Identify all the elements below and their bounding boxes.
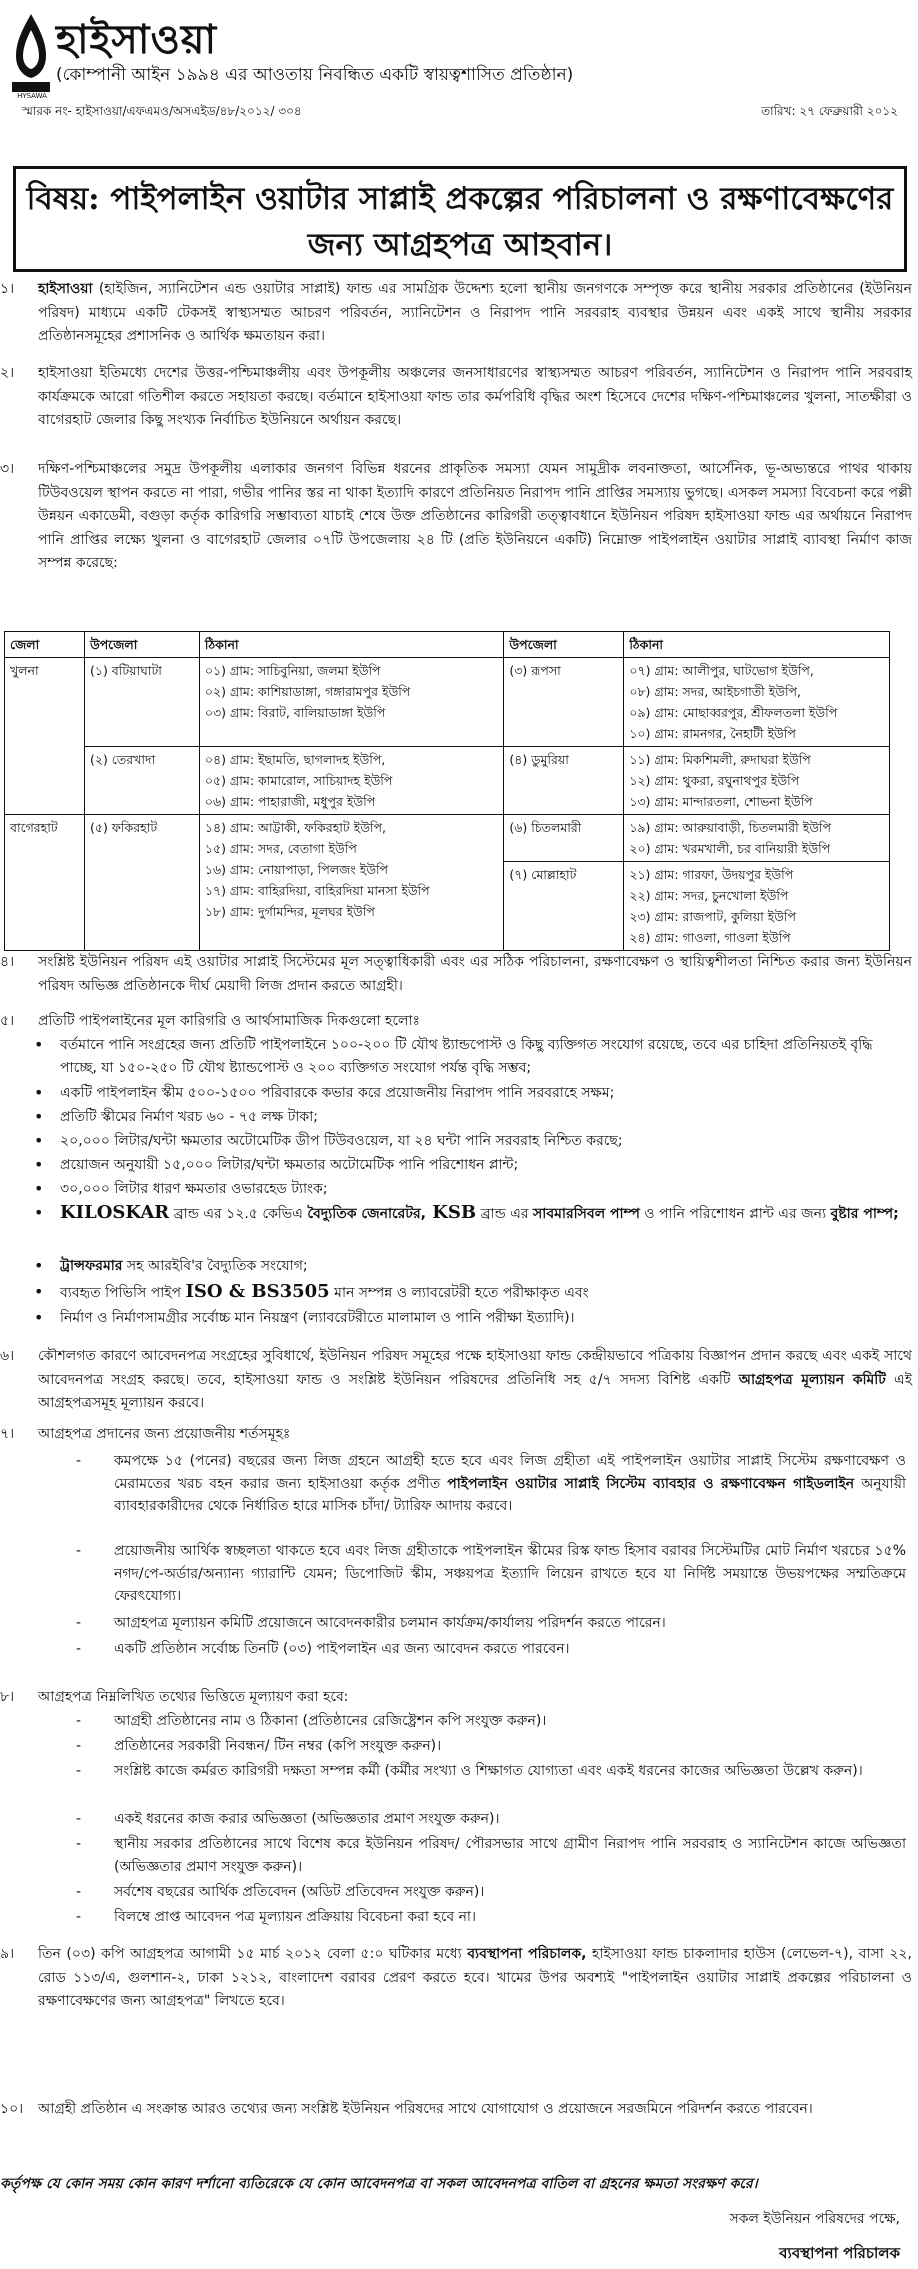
upazila-cell: (৫) ফকিরহাট [84, 815, 199, 951]
condition-item: - আগ্রহপত্র মূল্যায়ন কমিটি প্রয়োজনে আবেদনকারীর চলমান কার্যক্রম/কার্যালয় পরিদর্শন করতে পারেন। [76, 1615, 666, 1631]
paragraph-number: ২। [0, 365, 15, 381]
paragraph-9: ৯। তিন (০৩) কপি আগ্রহপত্র আগামী ১৫ মার্চ ২০১২ বেলা ৫:০ ঘটিকার মধ্যে ব্যবস্থাপনা পরিচালক, হাইসাওয়া ফান্ড চাকলাদার হাউস (লেভেল-৭), বাসা ২২, রোড ১১৩/এ, গুলশান-২, ঢাকা ১২১২, বাংলাদেশ বরাবর প্রেরণ করতে হবে। খামের উপর অবশ্যই "পাইপলাইন ওয়াটার সাপ্লাই প্রকল্পের পরিচালনা ও রক্ষণাবেক্ষণের জন্য আগ্রহপত্র" লিখতে হবে। [0, 1943, 912, 2014]
authority-notice: কর্তৃপক্ষ যে কোন সময় কোন কারণ দর্শানো ব্যতিরেকে যে কোন আবেদনপত্র বা সকল আবেদনপত্র বাতিল বা গ্রহনের ক্ষমতা সংরক্ষণ করে। [0, 2176, 758, 2192]
bullet-item: • ২০,০০০ লিটার/ঘন্টা ক্ষমতার অটোমেটিক ডীপ টিউবওয়েল, যা ২৪ ঘন্টা পানি সরবরাহ নিশ্চিত করছে; [34, 1131, 623, 1150]
header [6, 6, 912, 126]
table-row [5, 658, 890, 747]
district-khulna: খুলনা [5, 658, 85, 815]
signature-on-behalf: সকল ইউনিয়ন পরিষদের পক্ষে, [729, 2211, 900, 2227]
paragraph-text: দক্ষিণ-পশ্চিমাঞ্চলের সমুদ্র উপকূলীয় এলাকার জনগণ বিভিন্ন ধরনের প্রাকৃতিক সমস্যা যেমন সামুদ্রীক লবনাক্ততা, আর্সেনিক, ভূ-অভ্যন্তরে পাথর থাকায় টিউবওয়েল স্থাপন করতে না পারা, গভীর পানির স্তর না থাকা ইত্যাদি কারণে প্রতিনিয়ত নিরাপদ পানি প্রাপ্তির সমস্যায় ভুগছে। এসকল সমস্যা বিবেচনা করে পল্লী উন্নয়ন একাডেমী, বগুড়া কর্তৃক কারিগরি সম্ভাব্যতা যাচাই শেষে উক্ত প্রতিষ্ঠানের কারিগরী তত্ত্বাবধানে ইউনিয়ন পরিষদ হাইসাওয়া ফান্ড এর অর্থায়নে নিরাপদ পানি প্রাপ্তির লক্ষ্যে খুলনা ও বাগেরহাট জেলার ০৭টি উপজেলায় ২৪ টি (প্রতি ইউনিয়নে একটি) নিম্নোক্ত পাইপলাইন ওয়াটার সাপ্লাই ব্যাবস্থা নির্মাণ কাজ সম্পন্ন করেছে: [38, 461, 912, 571]
address-cell: ০১) গ্রাম: সাচিবুনিয়া, জলমা ইউপি ০২) গ্রাম: কাশিয়াডাঙ্গা, গঙ্গারামপুর ইউপি ০৩) গ্রাম: বিরাট, বালিয়াডাঙ্গা ইউপি [199, 658, 504, 747]
paragraph-1 [0, 278, 912, 349]
bullet-item: • একটি পাইপলাইন স্কীম ৫০০-১৫০০ পরিবারকে কভার করে প্রয়োজনীয় নিরাপদ পানি সরবরাহে সক্ষম; [34, 1083, 615, 1102]
paragraph-4 [0, 951, 912, 998]
paragraph-number: ৪। [0, 954, 15, 970]
district-bagerhat: বাগেরহাট [5, 815, 85, 951]
paragraph-number: ৫। [0, 1013, 15, 1029]
address-cell: ০৪) গ্রাম: ইছামতি, ছাগলাদহ ইউপি, ০৫) গ্রাম: কামারোল, সাচিয়াদহ ইউপি ০৬) গ্রাম: পাহারাজী, মধুপুর ইউপি [199, 747, 504, 815]
paragraph-6: ৬। কৌশলগত কারণে আবেদনপত্র সংগ্রহের সুবিধার্থে, ইউনিয়ন পরিষদ সমূহের পক্ষে হাইসাওয়া ফান্ড কেন্দ্রীয়ভাবে পত্রিকায় বিজ্ঞাপন প্রদান করছে এবং একই সাথে আবেদনপত্র সংগ্রহ করছে। তবে, হাইসাওয়া ফান্ড ও সংশ্লিষ্ট ইউনিয়ন পরিষদের প্রতিনিধি সহ ৫/৭ সদস্য বিশিষ্ট একটি আগ্রহপত্র মূল্যায়ন কমিটি এই আগ্রহপত্রসমূহ মূল্যায়ন করবে। [0, 1345, 912, 1416]
evaluation-item: - স্থানীয় সরকার প্রতিষ্ঠানের সাথে বিশেষ করে ইউনিয়ন পরিষদ/ পৌরসভার সাথে গ্রামীণ নিরাপদ পানি সরবরাহ ও স্যানিটেশন কাজে অভিজ্ঞতা (অভিজ্ঞতার প্রমাণ সংযুক্ত করুন)। [76, 1836, 907, 1875]
condition-item: - একটি প্রতিষ্ঠান সর্বোচ্চ তিনটি (০৩) পাইপলাইন এর জন্য আবেদন করতে পারবেন। [76, 1641, 570, 1657]
address-cell: ১৯) গ্রাম: আরুয়াবাড়ী, চিতলমারী ইউপি ২০) গ্রাম: খরমখালী, চর বানিয়ারী ইউপি [624, 815, 890, 862]
org-subtitle: (কোম্পানী আইন ১৯৯৪ এর আওতায় নিবন্ধিত একটি স্বায়ত্বশাসিত প্রতিষ্ঠান) [56, 65, 574, 85]
paragraph-text: আগ্রহপত্র প্রদানের জন্য প্রয়োজনীয় শর্তসমূহঃ [38, 1426, 291, 1442]
table-header: উপজেলা [504, 632, 624, 658]
evaluation-item: - প্রতিষ্ঠানের সরকারী নিবন্ধন/ টিন নম্বর (কপি সংযুক্ত করুন)। [76, 1738, 442, 1754]
paragraph-text: আগ্রহী প্রতিষ্ঠান এ সংক্রান্ত আরও তথ্যের জন্য সংশ্লিষ্ট ইউনিয়ন পরিষদের সাথে যোগাযোগ ও প্রয়োজনে সরজমিনে পরিদর্শন করতে পারবেন। [38, 2101, 813, 2117]
paragraph-text: সংশ্লিষ্ট ইউনিয়ন পরিষদ এই ওয়াটার সাপ্লাই সিস্টেমের মূল সত্ত্বাধিকারী এবং এর সঠিক পরিচালনা, রক্ষণাবেক্ষণ ও স্থায়িত্বশীলতা নিশ্চিত করার জন্য ইউনিয়ন পরিষদ অভিজ্ঞ প্রতিষ্ঠানকে দীর্ঘ মেয়াদী লিজ প্রদান করতে আগ্রহী। [38, 954, 912, 994]
evaluation-item: - একই ধরনের কাজ করার অভিজ্ঞতা (অভিজ্ঞতার প্রমাণ সংযুক্ত করুন)। [76, 1811, 500, 1827]
table-header: উপজেলা [84, 632, 199, 658]
table-header-row [5, 632, 890, 658]
paragraph-number: ৬। [0, 1348, 15, 1364]
upazila-cell: (২) তেরখাদা [84, 747, 199, 815]
bullet-item: • প্রয়োজন অনুযায়ী ১৫,০০০ লিটার/ঘন্টা ক্ষমতার অটোমেটিক পানি পরিশোধন প্লান্ট; [34, 1155, 519, 1174]
paragraph-2 [0, 362, 912, 433]
bullet-item: • KILOSKAR ব্রান্ড এর ১২.৫ কেভিএ বৈদ্যুতিক জেনারেটর, KSB ব্রান্ড এর সাবমারসিবল পাম্প ও পানি পরিশোধন প্লান্ট এর জন্য বুষ্টার পাম্প; [34, 1202, 899, 1223]
table-row [5, 747, 890, 815]
date: তারিখ: ২৭ ফেব্রুয়ারী ২০১২ [761, 104, 898, 118]
paragraph-number: ৯। [0, 1946, 15, 1962]
org-name-inline: হাইসাওয়া [38, 281, 93, 297]
upazila-cell: (৭) মোল্লাহাট [504, 862, 624, 951]
subject-box [13, 166, 907, 272]
paragraph-number: ৮। [0, 1689, 15, 1705]
paragraph-text: আগ্রহপত্র নিম্নলিখিত তথ্যের ভিত্তিতে মূল্যায়ণ করা হবে: [38, 1689, 349, 1705]
paragraph-10 [0, 2098, 912, 2122]
paragraph-number: ৩। [0, 461, 15, 477]
evaluation-item: - সর্বশেষ বছরের আর্থিক প্রতিবেদন (অডিট প্রতিবেদন সংযুক্ত করুন)। [76, 1884, 485, 1900]
bullet-item: • ৩০,০০০ লিটার ধারণ ক্ষমতার ওভারহেড ট্যাংক; [34, 1179, 328, 1198]
address-cell: ১১) গ্রাম: মিকশিমলী, রুদাঘরা ইউপি ১২) গ্রাম: থুকরা, রঘুনাথপুর ইউপি ১৩) গ্রাম: মান্দারতলা, শোভনা ইউপি [624, 747, 890, 815]
condition-item: - প্রয়োজনীয় আর্থিক স্বচ্ছলতা থাকতে হবে এবং লিজ গ্রহীতাকে পাইপলাইন স্কীমের রিস্ক ফান্ড হিসাব বরাবর সিস্টেমটির মোট নির্মাণ খরচের ১৫% নগদ/পে-অর্ডার/অন্যান্য গ্যারান্টি যেমন; ডিপোজিট স্কীম, সঞ্চয়পত্র ইত্যাদি লিয়েন রাখতে হবে যা নির্দিষ্ট সময়ান্তে উভয়পক্ষের সম্মতিক্রমে ফেরৎযোগ্য। [76, 1543, 906, 1604]
evaluation-item: - বিলম্বে প্রাপ্ত আবেদন পত্র মূল্যায়ন প্রক্রিয়ায় বিবেচনা করা হবে না। [76, 1909, 476, 1925]
upazila-cell: (৩) রূপসা [504, 658, 624, 747]
paragraph-text: হাইসাওয়া ইতিমধ্যে দেশের উত্তর-পশ্চিমাঞ্চলীয় এবং উপকূলীয় অঞ্চলের জনসাধারণের স্বাস্থ্যসম্মত আচরণ পরিবর্তন, স্যানিটেশন ও নিরাপদ পানি সরবরাহ কার্যক্রমকে আরো গতিশীল করতে সহায়তা করছে। বর্তমানে হাইসাওয়া ফান্ড তার কর্মপরিধি বৃদ্ধির অংশ হিসেবে দেশের দক্ষিণ-পশ্চিমাঞ্চলের খুলনা, সাতক্ষীরা ও বাগেরহাট জেলার কিছু সংখ্যক নির্বাচিত ইউনিয়নে অর্থায়ন করছে। [38, 365, 912, 428]
signature-title: ব্যবস্থাপনা পরিচালক [779, 2244, 900, 2262]
bullet-item: • বর্তমানে পানি সংগ্রহের জন্য প্রতিটি পাইপলাইনে ১০০-২০০ টি যৌথ ষ্ট্যান্ডপোস্ট ও কিছু ব্যক্তিগত সংযোগ রয়েছে, তবে এর চাহিদা প্রতিনিয়তই বৃদ্ধি পাচ্ছে, যা ১৫০-২৫০ টি যৌথ ষ্ট্যান্ডপোস্ট ও ২০০ ব্যক্তিগত সংযোগ পর্যন্ত বৃদ্ধি সম্ভব; [34, 1035, 873, 1076]
table-header: ঠিকানা [624, 632, 890, 658]
upazila-cell: (৬) চিতলমারী [504, 815, 624, 862]
table-header: জেলা [5, 632, 85, 658]
table-row [5, 815, 890, 862]
logo-caption: HYSAWA [17, 92, 47, 100]
subject-line-2: জন্য আগ্রহপত্র আহবান। [307, 227, 613, 263]
subject-line-1: বিষয়: পাইপলাইন ওয়াটার সাপ্লাই প্রকল্পের পরিচালনা ও রক্ষণাবেক্ষণের [26, 181, 894, 217]
memo-number: স্মারক নং- হাইসাওয়া/এফএমও/অসএইড/৪৮/২০১২/ ৩০৪ [22, 104, 302, 118]
paragraph-text: (হাইজিন, স্যানিটেশন এন্ড ওয়াটার সাপ্লাই) ফান্ড এর সামগ্রিক উদ্দেশ্য হলো স্থানীয় জনগণকে সম্পৃক্ত করে স্থানীয় সরকার প্রতিষ্ঠানের (ইউনিয়ন পরিষদ) মাধ্যমে একটি টেকসই স্বাস্থ্যসম্মত আচরণ পরিবর্তন, স্যানিটেশন ও নিরাপদ পানি সরবরাহ ব্যবস্থার উন্নয়ন এবং একই সাথে স্থানীয় সরকার প্রতিষ্ঠানসমূহের প্রশাসনিক ও আর্থিক ক্ষমতায়ন করা। [38, 281, 912, 344]
table-header: ঠিকানা [199, 632, 504, 658]
condition-item: - কমপক্ষে ১৫ (পনের) বছরের জন্য লিজ গ্রহনে আগ্রহী হতে হবে এবং লিজ গ্রহীতা এই পাইপলাইন ওয়াটার সাপ্লাই সিস্টেম রক্ষণাবেক্ষণ ও মেরামতের খরচ বহন করার জন্য হাইসাওয়া কর্তৃক প্রণীত পাইপলাইন ওয়াটার সাপ্লাই সিস্টেম ব্যাবহার ও রক্ষণাবেক্ষন গাইডলাইন অনুযায়ী ব্যাবহারকারীদের থেকে নির্ধারিত হারে মাসিক চাঁদা/ ট্যারিফ আদায় করবে। [76, 1453, 906, 1514]
address-cell: ২১) গ্রাম: গারফা, উদয়পুর ইউপি ২২) গ্রাম: সদর, চুনখোলা ইউপি ২৩) গ্রাম: রাজপাট, কুলিয়া ইউপি ২৪) গ্রাম: গাওলা, গাওলা ইউপি [624, 862, 890, 951]
bullet-item: • নির্মাণ ও নির্মাণসামগ্রীর সর্বোচ্চ মান নিয়ন্ত্রণ (ল্যাবরেটরীতে মালামাল ও পানি পরীক্ষা ইত্যাদি)। [34, 1308, 575, 1327]
paragraph-7 [0, 1423, 912, 1447]
paragraph-8 [0, 1686, 912, 1710]
bullet-item: • প্রতিটি স্কীমের নির্মাণ খরচ ৬০ - ৭৫ লক্ষ টাকা; [34, 1107, 318, 1126]
upazila-cell: (১) বটিয়াঘাটা [84, 658, 199, 747]
paragraph-number: ১। [0, 281, 15, 297]
upazila-cell: (৪) ডুমুরিয়া [504, 747, 624, 815]
paragraph-number: ৭। [0, 1426, 15, 1442]
paragraph-number: ১০। [0, 2101, 24, 2117]
evaluation-item: - আগ্রহী প্রতিষ্ঠানের নাম ও ঠিকানা (প্রতিষ্ঠানের রেজিষ্ট্রেশন কপি সংযুক্ত করুন)। [76, 1713, 547, 1729]
paragraph-text: প্রতিটি পাইপলাইনের মূল কারিগরি ও আর্থসামাজিক দিকগুলো হলোঃ [38, 1013, 420, 1029]
evaluation-item: - সংশ্লিষ্ট কাজে কর্মরত কারিগরী দক্ষতা সম্পন্ন কর্মী (কর্মীর সংখ্যা ও শিক্ষাগত যোগ্যতা এবং একই ধরনের কাজের অভিজ্ঞতা উল্লেখ করুন)। [76, 1763, 863, 1779]
paragraph-5 [0, 1010, 912, 1034]
org-name: হাইসাওয়া [56, 16, 218, 63]
bullet-item: • ট্রান্সফরমার সহ আরইবি'র বৈদ্যুতিক সংযোগ; [34, 1256, 308, 1275]
bullet-item: • ব্যবহৃত পিভিসি পাইপ ISO & BS3505 মান সম্পন্ন ও ল্যাবরেটরী হতে পরীক্ষাকৃত এবং [34, 1281, 589, 1302]
address-cell: ১৪) গ্রাম: আট্টাকী, ফকিরহাট ইউপি, ১৫) গ্রাম: সদর, বেতাগা ইউপি ১৬) গ্রাম: নোয়াপাড়া, পিলজং ইউপি ১৭) গ্রাম: বাহিরদিয়া, বাহিরদিয়া মানসা ইউপি ১৮) গ্রাম: দুর্গামন্দির, মূলঘর ইউপি [199, 815, 504, 951]
address-cell: ০৭) গ্রাম: আলীপুর, ঘাটভোগ ইউপি, ০৮) গ্রাম: সদর, আইচগাতী ইউপি, ০৯) গ্রাম: মোছাব্বরপুর, শ্রীফলতলা ইউপি ১০) গ্রাম: রামনগর, নৈহাটী ইউপি [624, 658, 890, 747]
paragraph-3 [0, 458, 912, 576]
location-table [4, 631, 890, 951]
